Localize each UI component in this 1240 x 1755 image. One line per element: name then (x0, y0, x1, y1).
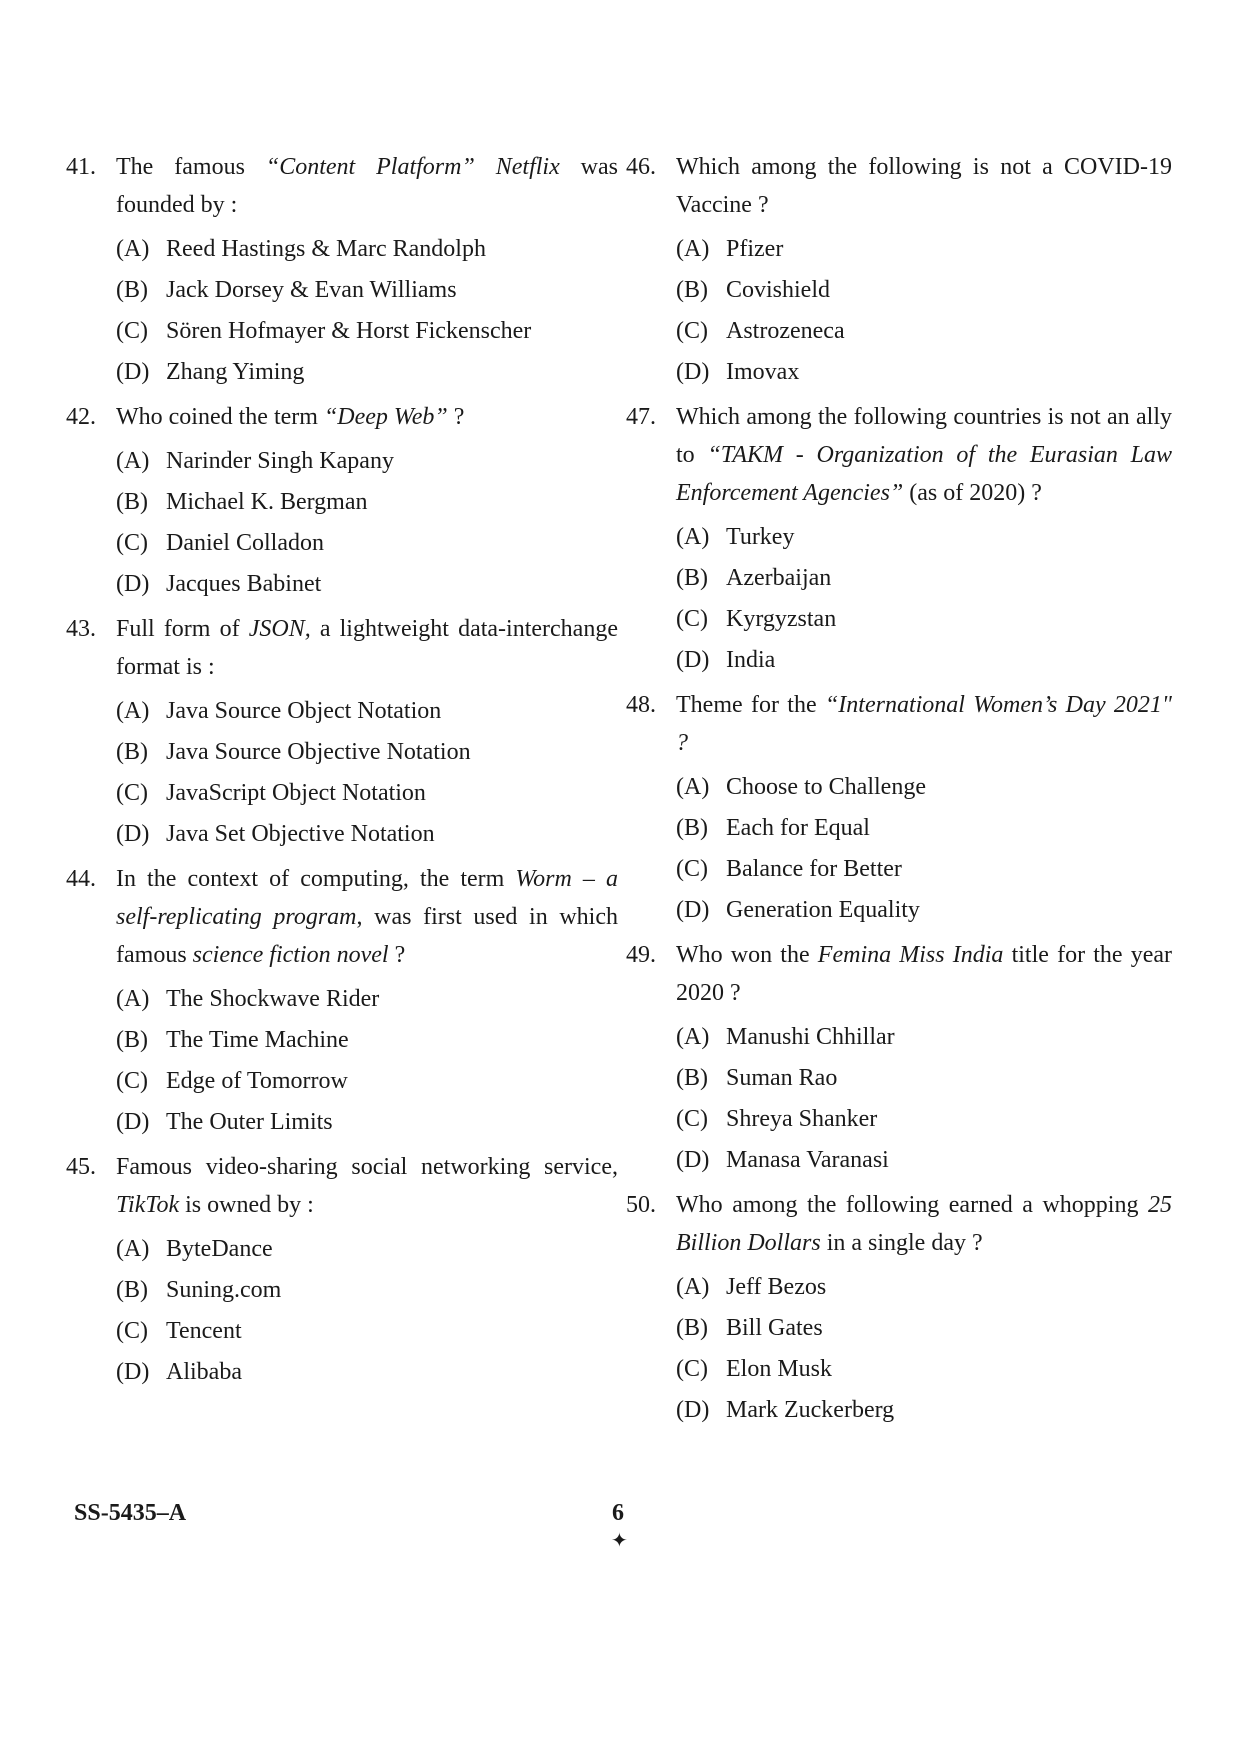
option-b: (B) The Time Machine (116, 1027, 349, 1053)
option-b: (B) Suning.com (116, 1277, 282, 1303)
question-text: Who among the following earned a whopping 25 Billion Dollars in a single day ? (676, 1192, 1172, 1256)
option-a: (A) Jeff Bezos (676, 1274, 827, 1300)
option-c: (C) Astrozeneca (676, 318, 845, 344)
question-50 (626, 1186, 1172, 1426)
option-c: (C) Kyrgyzstan (676, 606, 837, 632)
question-number: 48. (626, 692, 656, 718)
option-c: (C) Edge of Tomorrow (116, 1068, 348, 1094)
left-column (66, 148, 618, 1398)
question-number: 45. (66, 1154, 96, 1180)
option-d: (D) India (676, 647, 776, 673)
question-number: 41. (66, 154, 96, 180)
option-b: (B) Azerbaijan (676, 565, 832, 591)
question-text: In the context of computing, the term Worm – a self-replicating program, was first used in which famous science fiction novel ? (116, 866, 619, 968)
option-a: (A) The Shockwave Rider (116, 986, 380, 1012)
question-text: Which among the following countries is not an ally to “TAKM - Organization of the Eurasian Law Enforcement Agencies” (as of 2020) ? (676, 404, 1173, 506)
paper-code: SS-5435–A (74, 1500, 187, 1526)
option-a: (A) Reed Hastings & Marc Randolph (116, 236, 486, 262)
question-text: Full form of JSON, a lightweight data-interchange format is : (116, 616, 618, 680)
option-d: (D) Mark Zuckerberg (676, 1397, 895, 1423)
question-number: 46. (626, 154, 656, 180)
option-d: (D) Jacques Babinet (116, 571, 322, 597)
option-c: (C) Elon Musk (676, 1356, 833, 1382)
option-d: (D) Zhang Yiming (116, 359, 305, 385)
right-column (626, 148, 1172, 1436)
option-d: (D) Imovax (676, 359, 800, 385)
question-44 (66, 860, 618, 1138)
question-number: 49. (626, 942, 656, 968)
option-d: (D) Manasa Varanasi (676, 1147, 889, 1173)
option-d: (D) Java Set Objective Notation (116, 821, 435, 847)
question-text: The famous “Content Platform” Netflix was founded by : (116, 154, 618, 218)
option-c: (C) Daniel Colladon (116, 530, 324, 556)
option-d: (D) Generation Equality (676, 897, 920, 923)
option-d: (D) The Outer Limits (116, 1109, 333, 1135)
question-text: Which among the following is not a COVID-19 Vaccine ? (676, 154, 1172, 218)
option-c: (C) Balance for Better (676, 856, 902, 882)
option-b: (B) Java Source Objective Notation (116, 739, 471, 765)
option-b: (B) Each for Equal (676, 815, 870, 841)
option-d: (D) Alibaba (116, 1359, 242, 1385)
page-number: 6 (612, 1500, 624, 1526)
option-b: (B) Suman Rao (676, 1065, 838, 1091)
question-41 (66, 148, 618, 388)
question-text: Theme for the “International Women’s Day 2021" ? (676, 692, 1173, 756)
question-46 (626, 148, 1172, 388)
question-45 (66, 1148, 618, 1388)
option-a: (A) Choose to Challenge (676, 774, 926, 800)
option-a: (A) Turkey (676, 524, 795, 550)
option-a: (A) Java Source Object Notation (116, 698, 442, 724)
star-icon: ✦ (611, 1530, 628, 1552)
option-c: (C) JavaScript Object Notation (116, 780, 426, 806)
question-number: 47. (626, 404, 656, 430)
question-42 (66, 398, 618, 600)
option-c: (C) Tencent (116, 1318, 242, 1344)
option-b: (B) Covishield (676, 277, 831, 303)
question-text: Who won the Femina Miss India title for the year 2020 ? (676, 942, 1173, 1006)
question-number: 43. (66, 616, 96, 642)
option-b: (B) Bill Gates (676, 1315, 823, 1341)
option-a: (A) Pfizer (676, 236, 784, 262)
question-number: 44. (66, 866, 96, 892)
question-number: 50. (626, 1192, 656, 1218)
option-a: (A) Narinder Singh Kapany (116, 448, 394, 474)
question-48 (626, 686, 1172, 926)
question-47 (626, 398, 1172, 676)
question-43 (66, 610, 618, 850)
question-49 (626, 936, 1172, 1176)
option-b: (B) Michael K. Bergman (116, 489, 368, 515)
option-c: (C) Sören Hofmayer & Horst Fickenscher (116, 318, 532, 344)
option-c: (C) Shreya Shanker (676, 1106, 878, 1132)
question-text: Who coined the term “Deep Web” ? (116, 404, 465, 430)
option-a: (A) Manushi Chhillar (676, 1024, 895, 1050)
question-text: Famous video-sharing social networking service, TikTok is owned by : (116, 1154, 618, 1218)
option-b: (B) Jack Dorsey & Evan Williams (116, 277, 457, 303)
question-number: 42. (66, 404, 96, 430)
option-a: (A) ByteDance (116, 1236, 273, 1262)
